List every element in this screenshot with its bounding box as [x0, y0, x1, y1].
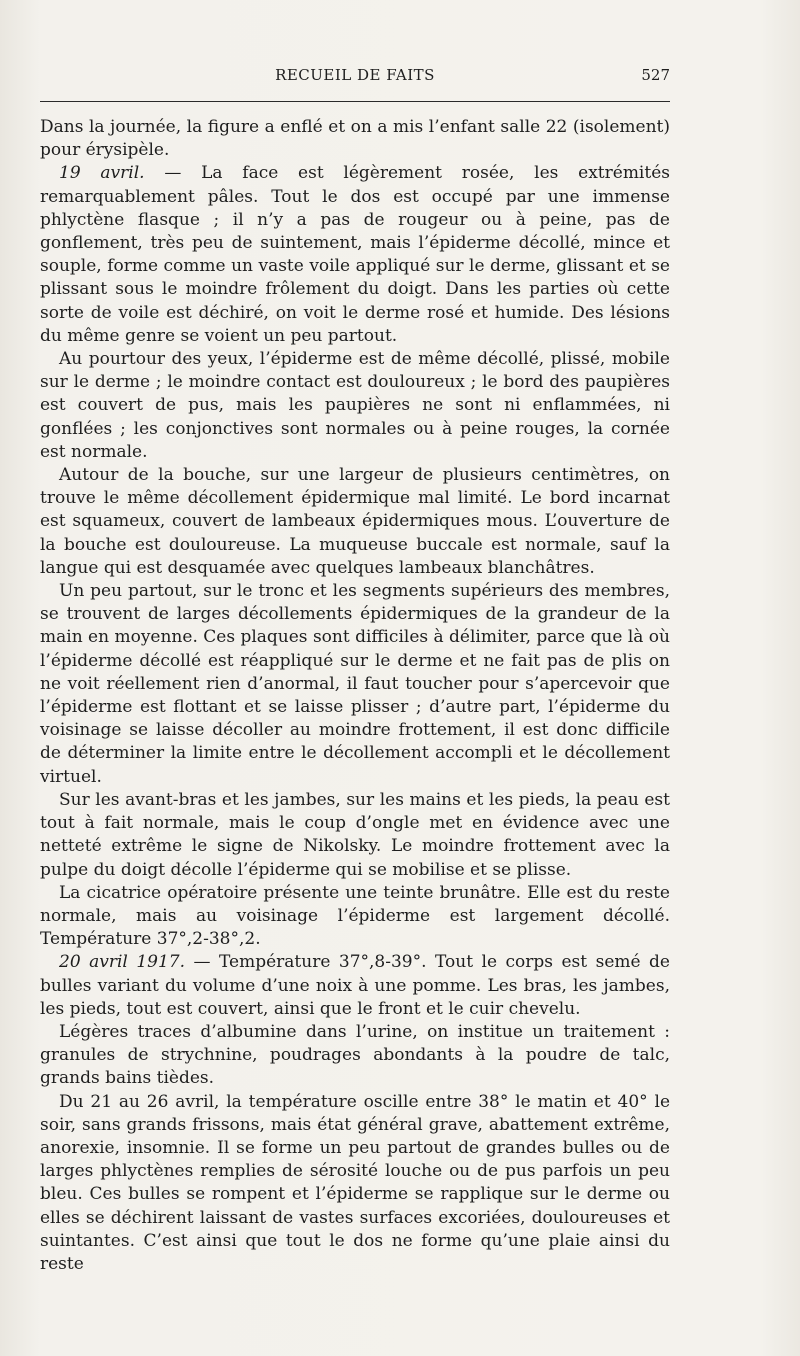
- paragraph: [40, 464, 670, 580]
- paragraph: [40, 162, 670, 348]
- paragraph: [40, 116, 670, 162]
- page-header: [40, 62, 670, 88]
- paragraph-text: Autour de la bouche, sur une largeur de plusieurs centimètres, on trouve le même décollement épidermique mal limité. Le bord incarnat est squameux, couvert de lambeaux épidermiques mous. L’ouverture de la bouche est douloureuse. La muqueuse buccale est normale, sauf la langue qui est desquamée avec quelques lambeaux blanchâtres.: [40, 465, 670, 578]
- paragraph: [40, 348, 670, 464]
- paragraph: [40, 882, 670, 952]
- header-rule: [40, 101, 670, 102]
- entry-date: 20 avril 1917.: [59, 952, 186, 973]
- paragraph: [40, 1021, 670, 1091]
- paragraph-text: Du 21 au 26 avril, la température oscille entre 38° le matin et 40° le soir, sans grands frissons, mais état général grave, abattement extrême, anorexie, insomnie. Il se forme un peu partout de grandes bulles ou de larges phlyctènes remplies de sérosité louche ou de pus parfois un peu bleu. Ces bulles se rompent et l’épiderme se rapplique sur le derme ou elles se déchirent laissant de vastes surfaces excoriées, douloureuses et suintantes. C’est ainsi que tout le dos ne forme qu’une plaie ainsi du reste: [40, 1091, 670, 1274]
- paragraph: [40, 789, 670, 882]
- body-text: [40, 116, 670, 1276]
- paragraph-text: — La face est légèrement rosée, les extrémités remarquablement pâles. Tout le dos est occupé par une immense phlyctène flasque ; il n’y a pas de rougeur ou à peine, pas de gonflement, très peu de suintement, mais l’épiderme décollé, mince et souple, forme comme un vaste voile appliqué sur le derme, glissant et se plissant sous le moindre frôlement du doigt. Dans les parties où cette sorte de voile est déchiré, on voit le derme rosé et humide. Des lésions du même genre se voient un peu partout.: [40, 163, 670, 346]
- paragraph: [40, 580, 670, 789]
- paragraph-text: Au pourtour des yeux, l’épiderme est de même décollé, plissé, mobile sur le derme ; le moindre contact est douloureux ; le bord des paupières est couvert de pus, mais les paupières ne sont ni enflammées, ni gonflées ; les conjonctives sont normales ou à peine rouges, la cornée est normale.: [40, 349, 670, 462]
- paragraph: [40, 1091, 670, 1277]
- entry-date: 19 avril.: [59, 163, 145, 184]
- paragraph-text: Un peu partout, sur le tronc et les segments supérieurs des membres, se trouvent de larges décollements épidermiques de la grandeur de la main en moyenne. Ces plaques sont difficiles à délimiter, parce que là où l’épiderme décollé est réappliqué sur le derme et ne fait pas de plis on ne voit réellement rien d’anormal, il faut toucher pour s’apercevoir que l’épiderme est flottant et se laisse plisser ; d’autre part, l’épiderme du voisinage se laisse décoller au moindre frottement, il est donc difficile de déterminer la limite entre le décollement accompli et le décollement virtuel.: [40, 581, 670, 787]
- running-head: RECUEIL DE FAITS: [275, 66, 435, 84]
- paragraph-text: — Température 37°,8-39°. Tout le corps est semé de bulles variant du volume d’une noix à une pomme. Les bras, les jambes, les pieds, tout est couvert, ainsi que le front et le cuir chevelu.: [40, 952, 670, 1019]
- paragraph-text: La cicatrice opératoire présente une teinte brunâtre. Elle est du reste normale, mais au voisinage l’épiderme est largement décollé. Température 37°,2-38°,2.: [40, 882, 670, 950]
- paragraph-text: Sur les avant-bras et les jambes, sur les mains et les pieds, la peau est tout à fait normale, mais le coup d’ongle met en évidence avec une netteté extrême le signe de Nikolsky. Le moindre frottement avec la pulpe du doigt décolle l’épiderme qui se mobilise et se plisse.: [40, 789, 670, 880]
- paragraph-text: Dans la journée, la figure a enflé et on a mis l’enfant salle 22 (isolement) pour érysipèle.: [40, 117, 670, 161]
- paragraph-text: Légères traces d’albumine dans l’urine, on institue un traitement : granules de strychnine, poudrages abondants à la poudre de talc, grands bains tièdes.: [40, 1021, 670, 1089]
- paragraph: [40, 951, 670, 1021]
- page-number: 527: [641, 66, 670, 84]
